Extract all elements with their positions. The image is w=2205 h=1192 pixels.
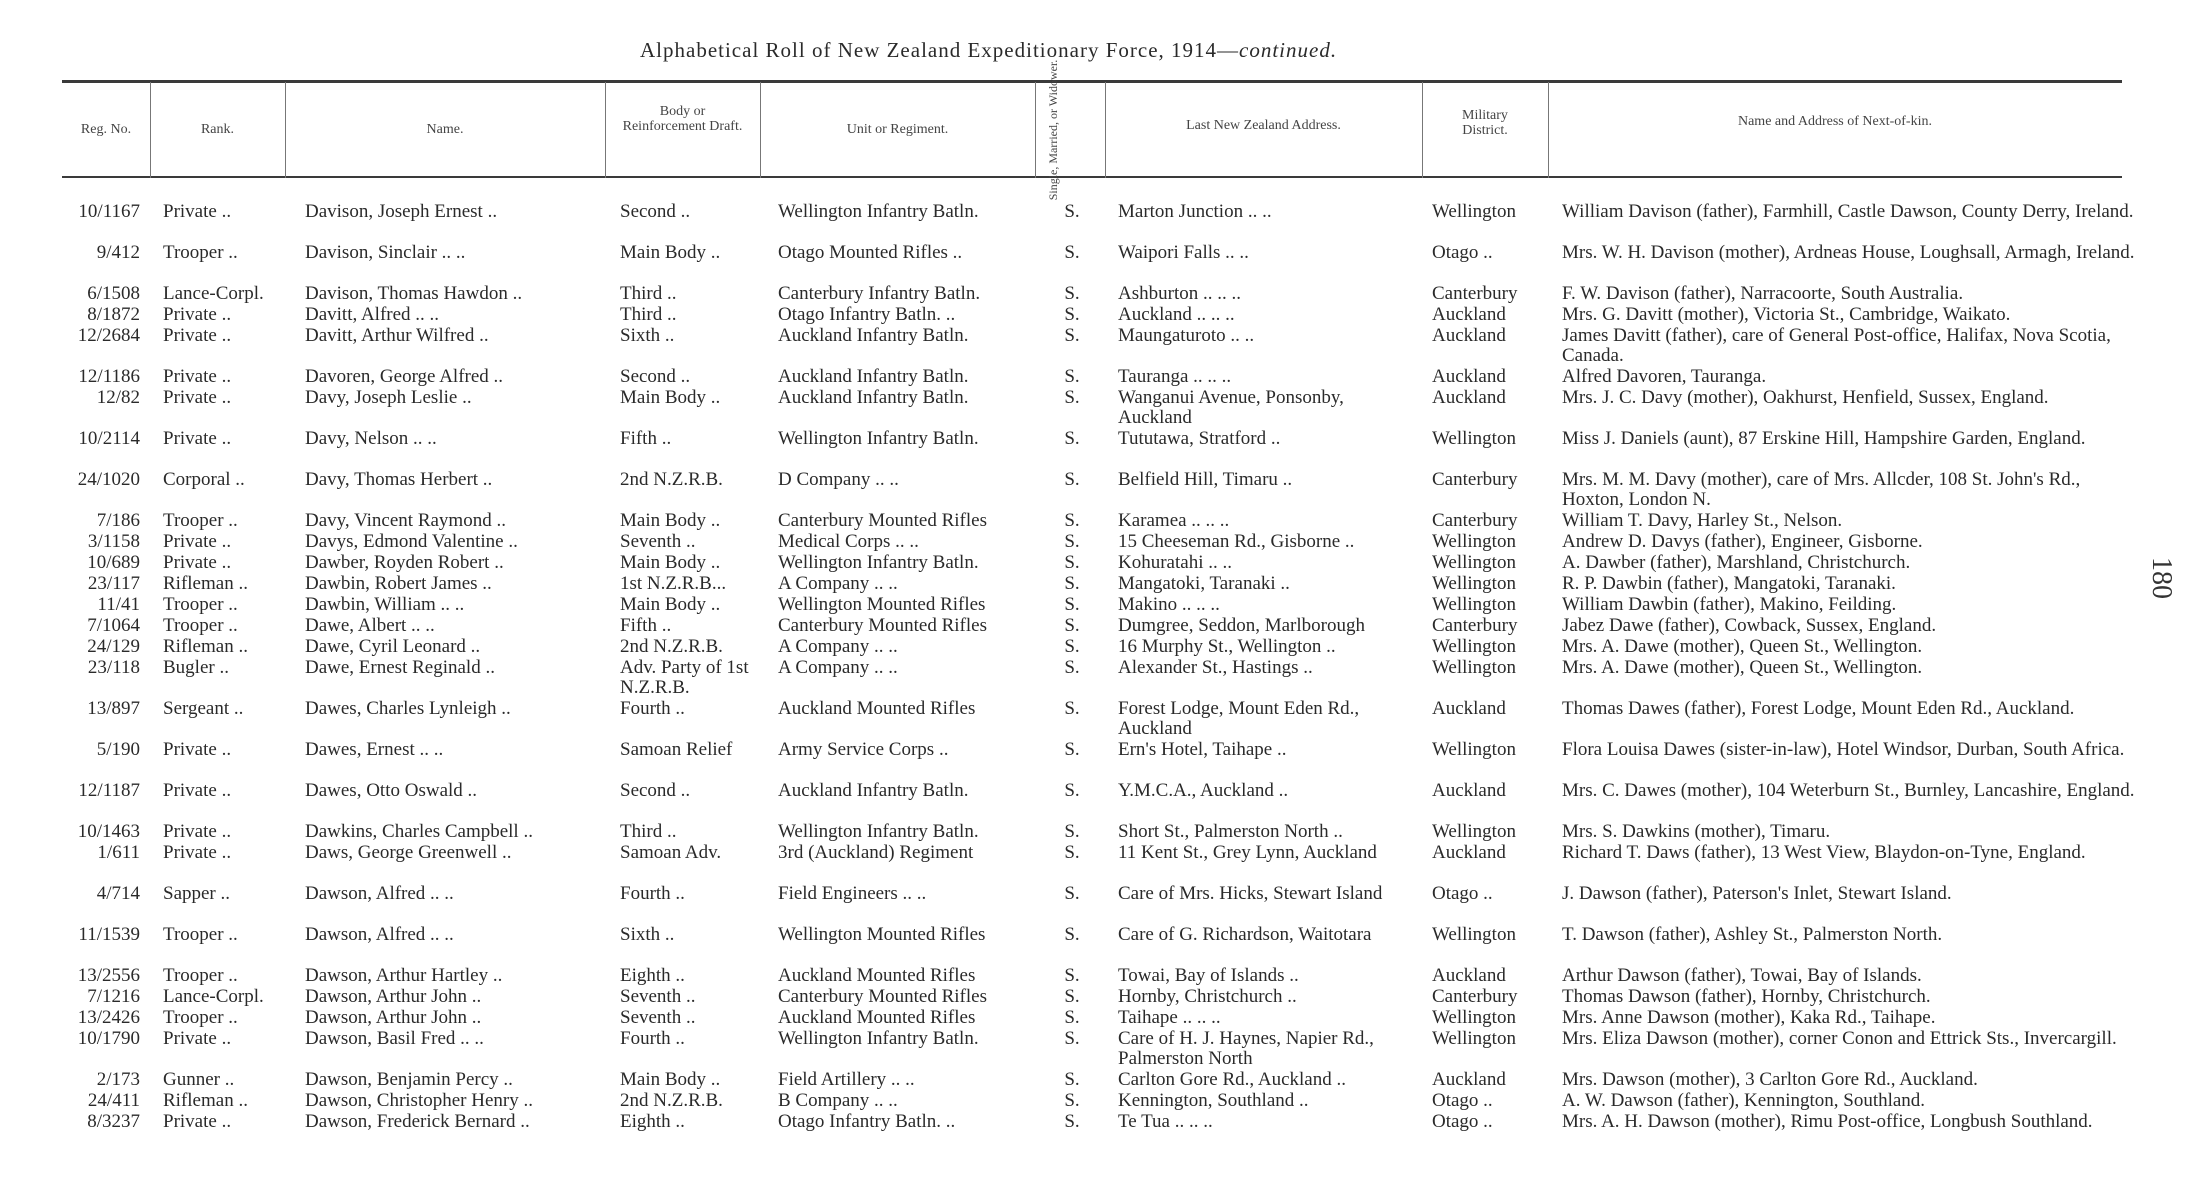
military-district: Wellington (1432, 740, 1516, 760)
soldier-name: Davison, Joseph Ernest .. (305, 202, 498, 222)
military-district: Otago .. (1432, 1112, 1493, 1132)
draft: Main Body .. (620, 553, 721, 573)
marital-status: S. (1064, 616, 1080, 636)
reg-no: 1/611 (97, 843, 140, 863)
draft: Third .. (620, 822, 677, 842)
reg-no: 10/689 (87, 553, 140, 573)
nz-address: Marton Junction .. .. (1118, 202, 1272, 222)
nz-address: Tututawa, Stratford .. (1118, 429, 1281, 449)
soldier-name: Dawson, Arthur John .. (305, 1008, 482, 1028)
military-district: Auckland (1432, 305, 1506, 325)
rank: Bugler .. (163, 658, 229, 678)
header-top-rule (62, 80, 2122, 83)
next-of-kin: Flora Louisa Dawes (sister-in-law), Hotel Windsor, Durban, South Africa. (1562, 740, 2125, 760)
unit: Medical Corps .. .. (778, 532, 919, 552)
draft: Eighth .. (620, 966, 685, 986)
next-of-kin: J. Dawson (father), Paterson's Inlet, Stewart Island. (1562, 884, 1952, 904)
draft: Seventh .. (620, 987, 696, 1007)
unit: Auckland Infantry Batln. (778, 326, 969, 346)
marital-status: S. (1064, 595, 1080, 615)
rank: Private .. (163, 740, 232, 760)
draft: Seventh .. (620, 532, 696, 552)
military-district: Canterbury (1432, 284, 1518, 304)
marital-status: S. (1064, 699, 1080, 719)
next-of-kin: Mrs. W. H. Davison (mother), Ardneas House, Loughsall, Armagh, Ireland. (1562, 243, 2135, 263)
rank: Private .. (163, 326, 232, 346)
soldier-name: Davy, Thomas Herbert .. (305, 470, 493, 490)
marital-status: S. (1064, 987, 1080, 1007)
page-title (640, 38, 1337, 63)
next-of-kin: William Dawbin (father), Makino, Feilding. (1562, 595, 1897, 615)
unit: Otago Infantry Batln. .. (778, 305, 956, 325)
nz-address: Short St., Palmerston North .. (1118, 822, 1343, 842)
nz-address: 16 Murphy St., Wellington .. (1118, 637, 1336, 657)
unit: Canterbury Infantry Batln. (778, 284, 981, 304)
reg-no: 6/1508 (87, 284, 140, 304)
unit: D Company .. .. (778, 470, 899, 490)
next-of-kin: Mrs. S. Dawkins (mother), Timaru. (1562, 822, 1831, 842)
marital-status: S. (1064, 305, 1080, 325)
next-of-kin: Mrs. A. H. Dawson (mother), Rimu Post-office, Longbush Southland. (1562, 1112, 2093, 1132)
unit: Auckland Mounted Rifles (778, 1008, 976, 1028)
reg-no: 9/412 (96, 243, 140, 263)
soldier-name: Davison, Thomas Hawdon .. (305, 284, 523, 304)
nz-address: Wanganui Avenue, Ponsonby, Auckland (1118, 388, 1344, 428)
unit: Wellington Infantry Batln. (778, 429, 979, 449)
nz-address: Maungaturoto .. .. (1118, 326, 1255, 346)
reg-no: 3/1158 (87, 532, 140, 552)
next-of-kin: T. Dawson (father), Ashley St., Palmerston North. (1562, 925, 1943, 945)
soldier-name: Davy, Nelson .. .. (305, 429, 437, 449)
next-of-kin: Arthur Dawson (father), Towai, Bay of Islands. (1562, 966, 1922, 986)
draft: Main Body .. (620, 388, 721, 408)
rank: Rifleman .. (163, 637, 248, 657)
rank: Private .. (163, 532, 232, 552)
soldier-name: Davoren, George Alfred .. (305, 367, 504, 387)
header-rank: Rank. (200, 122, 235, 137)
next-of-kin: F. W. Davison (father), Narracoorte, South Australia. (1562, 284, 1964, 304)
unit: Canterbury Mounted Rifles (778, 616, 987, 636)
unit: Canterbury Mounted Rifles (778, 987, 987, 1007)
draft: 2nd N.Z.R.B. (620, 470, 723, 490)
unit: Auckland Infantry Batln. (778, 367, 969, 387)
unit: Field Engineers .. .. (778, 884, 927, 904)
next-of-kin: A. W. Dawson (father), Kennington, Southland. (1562, 1091, 1926, 1111)
header-bottom-rule (62, 176, 2122, 178)
soldier-name: Davys, Edmond Valentine .. (305, 532, 518, 552)
reg-no: 24/129 (87, 637, 140, 657)
unit: B Company .. .. (778, 1091, 898, 1111)
reg-no: 10/1167 (78, 202, 140, 222)
column-separator (1548, 82, 1549, 178)
soldier-name: Dawes, Otto Oswald .. (305, 781, 478, 801)
marital-status: S. (1064, 367, 1080, 387)
draft: 2nd N.Z.R.B. (620, 1091, 723, 1111)
draft: Second .. (620, 202, 691, 222)
nz-address: Makino .. .. .. (1118, 595, 1220, 615)
unit: Otago Mounted Rifles .. (778, 243, 963, 263)
unit: Wellington Infantry Batln. (778, 553, 979, 573)
soldier-name: Daws, George Greenwell .. (305, 843, 512, 863)
rank: Trooper .. (163, 616, 238, 636)
rank: Private .. (163, 367, 232, 387)
reg-no: 12/82 (96, 388, 140, 408)
draft: Third .. (620, 284, 677, 304)
rank: Lance-Corpl. (163, 284, 264, 304)
marital-status: S. (1064, 822, 1080, 842)
next-of-kin: Jabez Dawe (father), Cowback, Sussex, England. (1562, 616, 1937, 636)
nz-address: Belfield Hill, Timaru .. (1118, 470, 1293, 490)
draft: Fourth .. (620, 1029, 685, 1049)
nz-address: Mangatoki, Taranaki .. (1118, 574, 1290, 594)
soldier-name: Dawson, Benjamin Percy .. (305, 1070, 513, 1090)
military-district: Wellington (1432, 1029, 1516, 1049)
rank: Rifleman .. (163, 1091, 248, 1111)
next-of-kin: James Davitt (father), care of General Post-office, Halifax, Nova Scotia, Canada. (1562, 326, 2111, 366)
nz-address: Kohuratahi .. .. (1118, 553, 1232, 573)
military-district: Auckland (1432, 843, 1506, 863)
nz-address: Care of Mrs. Hicks, Stewart Island (1118, 884, 1383, 904)
nz-address: Towai, Bay of Islands .. (1118, 966, 1299, 986)
title-main: Alphabetical Roll of New Zealand Expeditionary Force, 1914— (640, 38, 1240, 62)
draft: 1st N.Z.R.B... (620, 574, 727, 594)
unit: Wellington Infantry Batln. (778, 202, 979, 222)
rank: Trooper .. (163, 966, 238, 986)
military-district: Wellington (1432, 574, 1516, 594)
unit: A Company .. .. (778, 637, 898, 657)
soldier-name: Davy, Vincent Raymond .. (305, 511, 506, 531)
nz-address: Karamea .. .. .. (1118, 511, 1230, 531)
next-of-kin: Mrs. A. Dawe (mother), Queen St., Wellington. (1562, 658, 1923, 678)
unit: Field Artillery .. .. (778, 1070, 915, 1090)
draft: Samoan Relief (620, 740, 733, 760)
unit: Auckland Mounted Rifles (778, 699, 976, 719)
next-of-kin: Mrs. Eliza Dawson (mother), corner Conon and Ettrick Sts., Invercargill. (1562, 1029, 2117, 1049)
next-of-kin: Thomas Dawes (father), Forest Lodge, Mount Eden Rd., Auckland. (1562, 699, 2075, 719)
nz-address: Care of H. J. Haynes, Napier Rd., Palmerston North (1118, 1029, 1374, 1069)
military-district: Auckland (1432, 367, 1506, 387)
rank: Private .. (163, 305, 232, 325)
marital-status: S. (1064, 470, 1080, 490)
military-district: Auckland (1432, 781, 1506, 801)
rank: Private .. (163, 429, 232, 449)
nz-address: Tauranga .. .. .. (1118, 367, 1232, 387)
next-of-kin: Mrs. J. C. Davy (mother), Oakhurst, Henfield, Sussex, England. (1562, 388, 2049, 408)
unit: 3rd (Auckland) Regiment (778, 843, 974, 863)
nz-address: Te Tua .. .. .. (1118, 1112, 1213, 1132)
unit: Wellington Infantry Batln. (778, 822, 979, 842)
nz-address: Ashburton .. .. .. (1118, 284, 1241, 304)
unit: Otago Infantry Batln. .. (778, 1112, 956, 1132)
draft: Main Body .. (620, 595, 721, 615)
reg-no: 12/2684 (77, 326, 140, 346)
military-district: Canterbury (1432, 987, 1518, 1007)
marital-status: S. (1064, 966, 1080, 986)
nz-address: Forest Lodge, Mount Eden Rd., Auckland (1118, 699, 1360, 739)
nz-address: Y.M.C.A., Auckland .. (1118, 781, 1289, 801)
reg-no: 7/1216 (87, 987, 140, 1007)
next-of-kin: Andrew D. Davys (father), Engineer, Gisborne. (1562, 532, 1923, 552)
military-district: Canterbury (1432, 470, 1518, 490)
marital-status: S. (1064, 781, 1080, 801)
unit: Auckland Mounted Rifles (778, 966, 976, 986)
military-district: Wellington (1432, 429, 1516, 449)
draft: Main Body .. (620, 243, 721, 263)
unit: Wellington Infantry Batln. (778, 1029, 979, 1049)
reg-no: 8/1872 (87, 305, 140, 325)
unit: Army Service Corps .. (778, 740, 949, 760)
draft: Fourth .. (620, 884, 685, 904)
reg-no: 5/190 (96, 740, 140, 760)
marital-status: S. (1064, 243, 1080, 263)
draft: Fourth .. (620, 699, 685, 719)
rank: Private .. (163, 843, 232, 863)
military-district: Canterbury (1432, 511, 1518, 531)
nz-address: Dumgree, Seddon, Marlborough (1118, 616, 1365, 636)
draft: Adv. Party of 1st N.Z.R.B. (620, 658, 749, 698)
reg-no: 23/117 (87, 574, 140, 594)
soldier-name: Davy, Joseph Leslie .. (305, 388, 472, 408)
next-of-kin: Mrs. A. Dawe (mother), Queen St., Wellington. (1562, 637, 1923, 657)
draft: Main Body .. (620, 511, 721, 531)
marital-status: S. (1064, 637, 1080, 657)
next-of-kin: Mrs. C. Dawes (mother), 104 Weterburn St., Burnley, Lancashire, England. (1562, 781, 2135, 801)
next-of-kin: R. P. Dawbin (father), Mangatoki, Taranaki. (1562, 574, 1896, 594)
reg-no: 24/1020 (77, 470, 140, 490)
next-of-kin: Mrs. Dawson (mother), 3 Carlton Gore Rd., Auckland. (1562, 1070, 1978, 1090)
soldier-name: Dawber, Royden Robert .. (305, 553, 504, 573)
next-of-kin: A. Dawber (father), Marshland, Christchurch. (1562, 553, 1911, 573)
nz-address: Waipori Falls .. .. (1118, 243, 1249, 263)
soldier-name: Dawson, Arthur John .. (305, 987, 482, 1007)
marital-status: S. (1064, 553, 1080, 573)
rank: Corporal .. (163, 470, 245, 490)
rank: Private .. (163, 822, 232, 842)
draft: Fifth .. (620, 429, 672, 449)
military-district: Wellington (1432, 925, 1516, 945)
military-district: Auckland (1432, 966, 1506, 986)
draft: Eighth .. (620, 1112, 685, 1132)
military-district: Otago .. (1432, 1091, 1493, 1111)
draft: Seventh .. (620, 1008, 696, 1028)
reg-no: 11/41 (97, 595, 140, 615)
nz-address: Taihape .. .. .. (1118, 1008, 1221, 1028)
unit: A Company .. .. (778, 658, 898, 678)
reg-no: 12/1186 (78, 367, 140, 387)
soldier-name: Dawe, Cyril Leonard .. (305, 637, 481, 657)
reg-no: 23/118 (87, 658, 140, 678)
reg-no: 2/173 (96, 1070, 140, 1090)
marital-status: S. (1064, 1029, 1080, 1049)
marital-status: S. (1064, 429, 1080, 449)
military-district: Wellington (1432, 637, 1516, 657)
marital-status: S. (1064, 843, 1080, 863)
military-district: Otago .. (1432, 243, 1493, 263)
reg-no: 10/2114 (78, 429, 140, 449)
unit: Wellington Mounted Rifles (778, 595, 986, 615)
military-district: Wellington (1432, 532, 1516, 552)
nz-address: Auckland .. .. .. (1118, 305, 1235, 325)
header-kin: Name and Address of Next-of-kin. (1737, 114, 1932, 129)
unit: A Company .. .. (778, 574, 898, 594)
rank: Private .. (163, 202, 232, 222)
soldier-name: Dawe, Ernest Reginald .. (305, 658, 495, 678)
marital-status: S. (1064, 284, 1080, 304)
next-of-kin: Alfred Davoren, Tauranga. (1562, 367, 1767, 387)
marital-status: S. (1064, 884, 1080, 904)
military-district: Otago .. (1432, 884, 1493, 904)
nz-address: Alexander St., Hastings .. (1118, 658, 1313, 678)
marital-status: S. (1064, 1091, 1080, 1111)
next-of-kin: Thomas Dawson (father), Hornby, Christchurch. (1562, 987, 1931, 1007)
military-district: Auckland (1432, 388, 1506, 408)
next-of-kin: Mrs. Anne Dawson (mother), Kaka Rd., Taihape. (1562, 1008, 1936, 1028)
header-name: Name. (426, 122, 464, 137)
next-of-kin: Mrs. M. M. Davy (mother), care of Mrs. Allcder, 108 St. John's Rd., Hoxton, London N. (1562, 470, 2081, 510)
military-district: Auckland (1432, 1070, 1506, 1090)
soldier-name: Dawe, Albert .. .. (305, 616, 435, 636)
soldier-name: Dawson, Alfred .. .. (305, 925, 454, 945)
reg-no: 13/897 (87, 699, 140, 719)
soldier-name: Davitt, Arthur Wilfred .. (305, 326, 489, 346)
rank: Private .. (163, 1029, 232, 1049)
header-status-label: Single, Married, or Widower. (1046, 59, 1060, 201)
marital-status: S. (1064, 1070, 1080, 1090)
unit: Auckland Infantry Batln. (778, 388, 969, 408)
reg-no: 13/2426 (77, 1008, 140, 1028)
rank: Sergeant .. (163, 699, 244, 719)
unit: Wellington Mounted Rifles (778, 925, 986, 945)
nz-address: Care of G. Richardson, Waitotara (1118, 925, 1372, 945)
rank: Gunner .. (163, 1070, 235, 1090)
marital-status: S. (1064, 511, 1080, 531)
soldier-name: Dawbin, Robert James .. (305, 574, 492, 594)
marital-status: S. (1064, 202, 1080, 222)
marital-status: S. (1064, 574, 1080, 594)
draft: Main Body .. (620, 1070, 721, 1090)
soldier-name: Dawson, Alfred .. .. (305, 884, 454, 904)
military-district: Canterbury (1432, 616, 1518, 636)
nz-address: 11 Kent St., Grey Lynn, Auckland (1118, 843, 1377, 863)
rank: Trooper .. (163, 243, 238, 263)
soldier-name: Davison, Sinclair .. .. (305, 243, 466, 263)
military-district: Wellington (1432, 553, 1516, 573)
military-district: Wellington (1432, 595, 1516, 615)
header-address: Last New Zealand Address. (1186, 118, 1341, 133)
rank: Private .. (163, 1112, 232, 1132)
marital-status: S. (1064, 1008, 1080, 1028)
marital-status: S. (1064, 1112, 1080, 1132)
soldier-name: Dawes, Charles Lynleigh .. (305, 699, 511, 719)
marital-status: S. (1064, 658, 1080, 678)
reg-no: 24/411 (87, 1091, 140, 1111)
reg-no: 13/2556 (77, 966, 140, 986)
military-district: Wellington (1432, 202, 1516, 222)
next-of-kin: Mrs. G. Davitt (mother), Victoria St., Cambridge, Waikato. (1562, 305, 2011, 325)
soldier-name: Dawson, Arthur Hartley .. (305, 966, 503, 986)
column-separator (605, 82, 606, 178)
rank: Trooper .. (163, 511, 238, 531)
draft: Sixth .. (620, 925, 675, 945)
column-separator (1422, 82, 1423, 178)
reg-no: 12/1187 (78, 781, 140, 801)
reg-no: 4/714 (96, 884, 140, 904)
rank: Rifleman .. (163, 574, 248, 594)
soldier-name: Dawkins, Charles Campbell .. (305, 822, 533, 842)
rank: Lance-Corpl. (163, 987, 264, 1007)
marital-status: S. (1064, 925, 1080, 945)
header-status (1033, 59, 1073, 201)
soldier-name: Dawbin, William .. .. (305, 595, 465, 615)
reg-no: 8/3237 (87, 1112, 140, 1132)
rank: Sapper .. (163, 884, 231, 904)
soldier-name: Dawson, Basil Fred .. .. (305, 1029, 484, 1049)
nz-address: Ern's Hotel, Taihape .. (1118, 740, 1287, 760)
reg-no: 10/1790 (77, 1029, 140, 1049)
draft: Third .. (620, 305, 677, 325)
soldier-name: Dawson, Frederick Bernard .. (305, 1112, 530, 1132)
header-unit: Unit or Regiment. (846, 122, 949, 137)
next-of-kin: Richard T. Daws (father), 13 West View, Blaydon-on-Tyne, England. (1562, 843, 2086, 863)
draft: Fifth .. (620, 616, 672, 636)
reg-no: 10/1463 (77, 822, 140, 842)
reg-no: 11/1539 (78, 925, 140, 945)
soldier-name: Dawes, Ernest .. .. (305, 740, 444, 760)
page-number: 180 (2146, 557, 2177, 599)
marital-status: S. (1064, 326, 1080, 346)
military-district: Wellington (1432, 1008, 1516, 1028)
nz-address: 15 Cheeseman Rd., Gisborne .. (1118, 532, 1355, 552)
header-district: Military District. (1462, 108, 1508, 138)
rank: Private .. (163, 781, 232, 801)
marital-status: S. (1064, 388, 1080, 408)
unit: Auckland Infantry Batln. (778, 781, 969, 801)
rank: Trooper .. (163, 925, 238, 945)
title-continued: continued. (1239, 38, 1338, 62)
soldier-name: Davitt, Alfred .. .. (305, 305, 440, 325)
header-body: Body or Reinforcement Draft. (622, 104, 743, 134)
soldier-name: Dawson, Christopher Henry .. (305, 1091, 533, 1111)
draft: Second .. (620, 781, 691, 801)
reg-no: 7/186 (96, 511, 140, 531)
marital-status: S. (1064, 740, 1080, 760)
military-district: Wellington (1432, 822, 1516, 842)
rank: Trooper .. (163, 1008, 238, 1028)
draft: Second .. (620, 367, 691, 387)
nz-address: Hornby, Christchurch .. (1118, 987, 1297, 1007)
military-district: Wellington (1432, 658, 1516, 678)
military-district: Auckland (1432, 699, 1506, 719)
reg-no: 7/1064 (87, 616, 140, 636)
next-of-kin: William Davison (father), Farmhill, Castle Dawson, County Derry, Ireland. (1562, 202, 2134, 222)
marital-status: S. (1064, 532, 1080, 552)
next-of-kin: Miss J. Daniels (aunt), 87 Erskine Hill, Hampshire Garden, England. (1562, 429, 2086, 449)
military-district: Auckland (1432, 326, 1506, 346)
nz-address: Carlton Gore Rd., Auckland .. (1118, 1070, 1346, 1090)
draft: Samoan Adv. (620, 843, 722, 863)
header-reg-no: Reg. No. (80, 122, 132, 137)
unit: Canterbury Mounted Rifles (778, 511, 987, 531)
draft: 2nd N.Z.R.B. (620, 637, 723, 657)
rank: Private .. (163, 553, 232, 573)
rank: Trooper .. (163, 595, 238, 615)
rank: Private .. (163, 388, 232, 408)
nz-address: Kennington, Southland .. (1118, 1091, 1309, 1111)
next-of-kin: William T. Davy, Harley St., Nelson. (1562, 511, 1843, 531)
draft: Sixth .. (620, 326, 675, 346)
